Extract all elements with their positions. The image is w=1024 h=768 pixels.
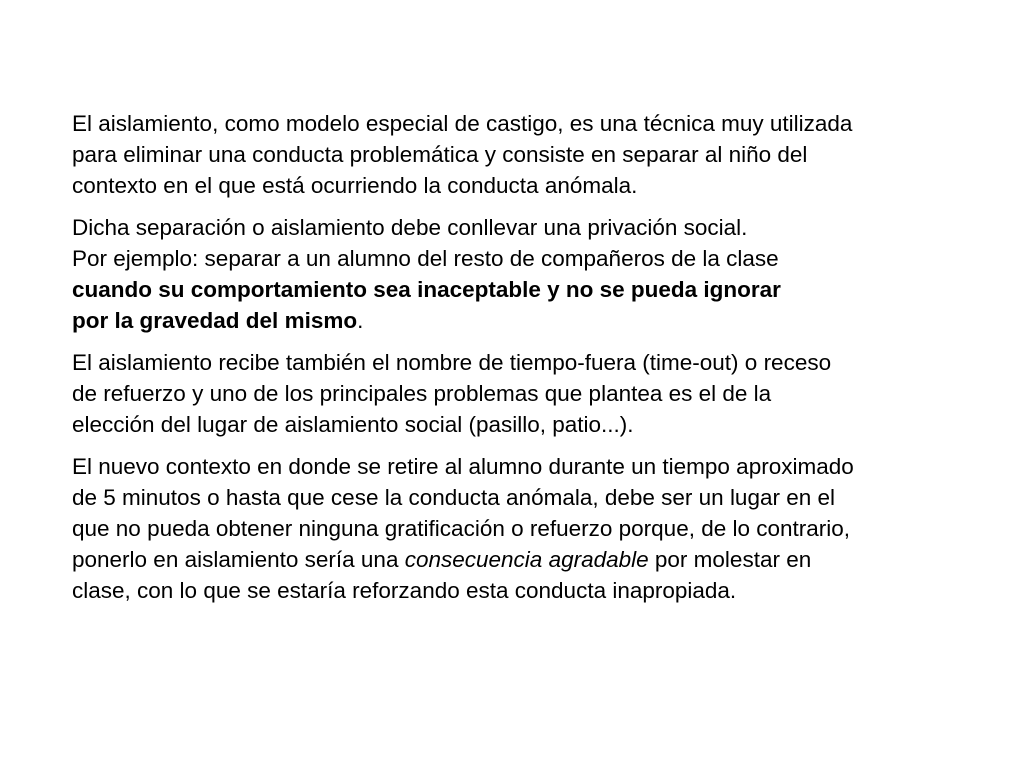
text-fragment: por molestar en <box>648 547 812 572</box>
text-line: El nuevo contexto en donde se retire al alumno durante un tiempo aproximado <box>72 454 854 479</box>
bold-text: por la gravedad del mismo <box>72 308 358 333</box>
text-line <box>72 544 972 575</box>
text-line: contexto en el que está ocurriendo la conducta anómala. <box>72 173 638 198</box>
text-line <box>72 305 972 336</box>
bold-text-line: cuando su comportamiento sea inaceptable y no se pueda ignorar <box>72 277 781 302</box>
text-line: El aislamiento, como modelo especial de castigo, es una técnica muy utilizada <box>72 111 853 136</box>
text-line: El aislamiento recibe también el nombre de tiempo-fuera (time-out) o receso <box>72 350 832 375</box>
text-line: de refuerzo y uno de los principales problemas que plantea es el de la <box>72 381 772 406</box>
text-fragment: ponerlo en aislamiento sería una <box>72 547 405 572</box>
slide-body-text <box>72 108 972 617</box>
text-line: elección del lugar de aislamiento social (pasillo, patio...). <box>72 412 634 437</box>
paragraph-definition <box>72 108 972 201</box>
text-line: Dicha separación o aislamiento debe conllevar una privación social. <box>72 215 748 240</box>
paragraph-new-context <box>72 451 972 606</box>
text-line: de 5 minutos o hasta que cese la conducta anómala, debe ser un lugar en el <box>72 485 836 510</box>
text-line: para eliminar una conducta problemática y consiste en separar al niño del <box>72 142 808 167</box>
italic-text: consecuencia agradable <box>404 547 649 572</box>
text-line: clase, con lo que se estaría reforzando esta conducta inapropiada. <box>72 578 737 603</box>
text-line: que no pueda obtener ninguna gratificación o refuerzo porque, de lo contrario, <box>72 516 851 541</box>
paragraph-time-out <box>72 347 972 440</box>
text-line: Por ejemplo: separar a un alumno del resto de compañeros de la clase <box>72 246 779 271</box>
paragraph-example <box>72 212 972 336</box>
text-fragment: . <box>357 308 364 333</box>
